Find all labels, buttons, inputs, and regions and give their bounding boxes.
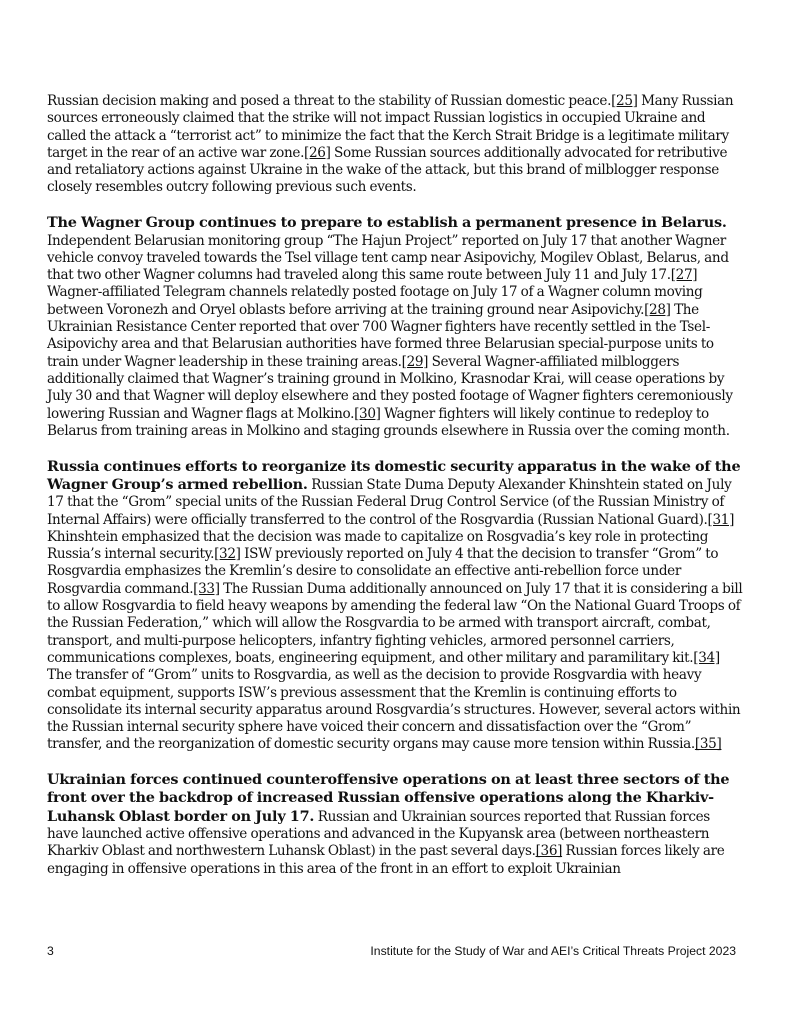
footer-organization: Institute for the Study of War and AEI’s Critical Threats Project 2023: [370, 944, 736, 958]
paragraph-lead-heading: Russia continues efforts to reorganize its domestic security apparatus in the wake of the Wagner Group’s armed rebellion.: [47, 457, 741, 493]
paragraph-text: Wagner fighters will likely continue to redeploy to Belarus from training areas in Molkino and staging grounds elsewhere in Russia over the coming month.: [47, 405, 730, 439]
citation-link[interactable]: [28]: [644, 301, 671, 318]
paragraph-text: Russian State Duma Deputy Alexander Khinshtein stated on July 17 that the “Grom” special units of the Russian Federal Drug Control Service (of the Russian Ministry of Internal Affairs) were officially transferred to the control of the Rosgvardia (Russian National Guard).: [47, 476, 732, 528]
paragraph-text: Russian and Ukrainian sources reported that Russian forces have launched active offensive operations and advanced in the Kupyansk area (between northeastern Kharkiv Oblast and northwestern Luhansk Oblast) in the past several days.: [47, 808, 710, 860]
paragraph-text: Wagner-affiliated Telegram channels relatedly posted footage on July 17 of a Wagner column moving between Voronezh and Oryel oblasts before arriving at the training ground near Asipovichy.: [47, 284, 703, 318]
citation-link[interactable]: [31]: [707, 511, 735, 528]
paragraph-text: Russian forces likely are engaging in offensive operations in this area of the front in an effort to exploit Ukrainian: [47, 843, 725, 877]
page-footer: [47, 944, 744, 962]
paragraph-text: The transfer of “Grom” units to Rosgvardia, as well as the decision to provide Rosgvardia with heavy combat equipment, supports ISW’s previous assessment that the Kremlin is continuing efforts to consolidate its internal security apparatus around Rosgvardia’s structures. However, several actors within the Russian internal security sphere have voiced their concern and dissatisfaction over the “Grom” transfer, and the reorganization of domestic security organs may cause more tension within Russia.: [47, 667, 741, 753]
citation-link[interactable]: [32]: [214, 546, 241, 563]
paragraph: [47, 93, 744, 197]
paragraph-text: Russian decision making and posed a threat to the stability of Russian domestic peace.: [47, 93, 612, 109]
citation-link[interactable]: [30]: [354, 405, 381, 422]
paragraph: [47, 458, 744, 754]
citation-link[interactable]: [27]: [670, 267, 698, 284]
citation-link[interactable]: [33]: [193, 580, 220, 597]
page-number: 3: [47, 944, 54, 958]
paragraph-text: Many Russian sources erroneously claimed that the strike will not impact Russian logistics in occupied Ukraine and called the attack a “terrorist act” to minimize the fact that the Kerch Strait Bridge is a legitimate military target in the rear of an active war zone.: [47, 93, 734, 161]
article-body: [47, 93, 744, 895]
citation-link[interactable]: [25]: [611, 93, 638, 109]
paragraph-text: Several Wagner-affiliated milbloggers additionally claimed that Wagner’s training ground in Molkino, Krasnodar Krai, will cease operations by July 30 and that Wagner will deploy elsewhere and they posted footage of Wagner fighters ceremoniously lowering Russian and Wagner flags at Molkino.: [47, 353, 733, 422]
citation-link[interactable]: [35]: [694, 736, 722, 753]
citation-link[interactable]: [29]: [401, 353, 429, 370]
citation-link[interactable]: [34]: [693, 649, 720, 666]
paragraph-lead-heading: Ukrainian forces continued counteroffensive operations on at least three sectors of the front over the backdrop of increased Russian offensive operations along the Kharkiv-Luhansk Oblast border on July 17.: [47, 771, 730, 825]
citation-link[interactable]: [36]: [535, 843, 563, 860]
citation-link[interactable]: [26]: [304, 144, 331, 161]
paragraph: [47, 214, 744, 440]
paragraph-text: The Ukrainian Resistance Center reported that over 700 Wagner fighters have recently settled in the Tsel-Asipovichy area and that Belarusian authorities have formed three Belarusian special-purpose units to train under Wagner leadership in these training areas.: [47, 301, 714, 370]
paragraph-text: Khinshtein emphasized that the decision was made to capitalize on Rosgvadia’s key role in protecting Russia’s internal security.: [47, 528, 709, 563]
paragraph-text: ISW previously reported on July 4 that the decision to transfer “Grom” to Rosgvardia emphasizes the Kremlin’s desire to consolidate an effective anti-rebellion force under Rosgvardia command.: [47, 546, 719, 597]
paragraph: [47, 771, 744, 878]
paragraph-text: The Russian Duma additionally announced on July 17 that it is considering a bill to allow Rosgvardia to field heavy weapons by amending the federal law “On the National Guard Troops of the Russian Federation,” which will allow the Rosgvardia to be armed with transport aircraft, combat, transport, and multi-purpose helicopters, infantry fighting vehicles, armored personnel carriers, communications complexes, boats, engineering equipment, and other military and paramilitary kit.: [47, 580, 743, 666]
paragraph-text: Some Russian sources additionally advocated for retributive and retaliatory actions against Ukraine in the wake of the attack, but this brand of milblogger response closely resembles outcry following previous such events.: [47, 144, 728, 196]
paragraph-lead-heading: The Wagner Group continues to prepare to establish a permanent presence in Belarus.: [47, 214, 727, 232]
paragraph-text: Independent Belarusian monitoring group “The Hajun Project” reported on July 17 that another Wagner vehicle convoy traveled towards the Tsel village tent camp near Asipovichy, Mogilev Oblast, Belarus, and that two other Wagner columns had traveled along this same route between July 11 and July 17.: [47, 232, 729, 284]
